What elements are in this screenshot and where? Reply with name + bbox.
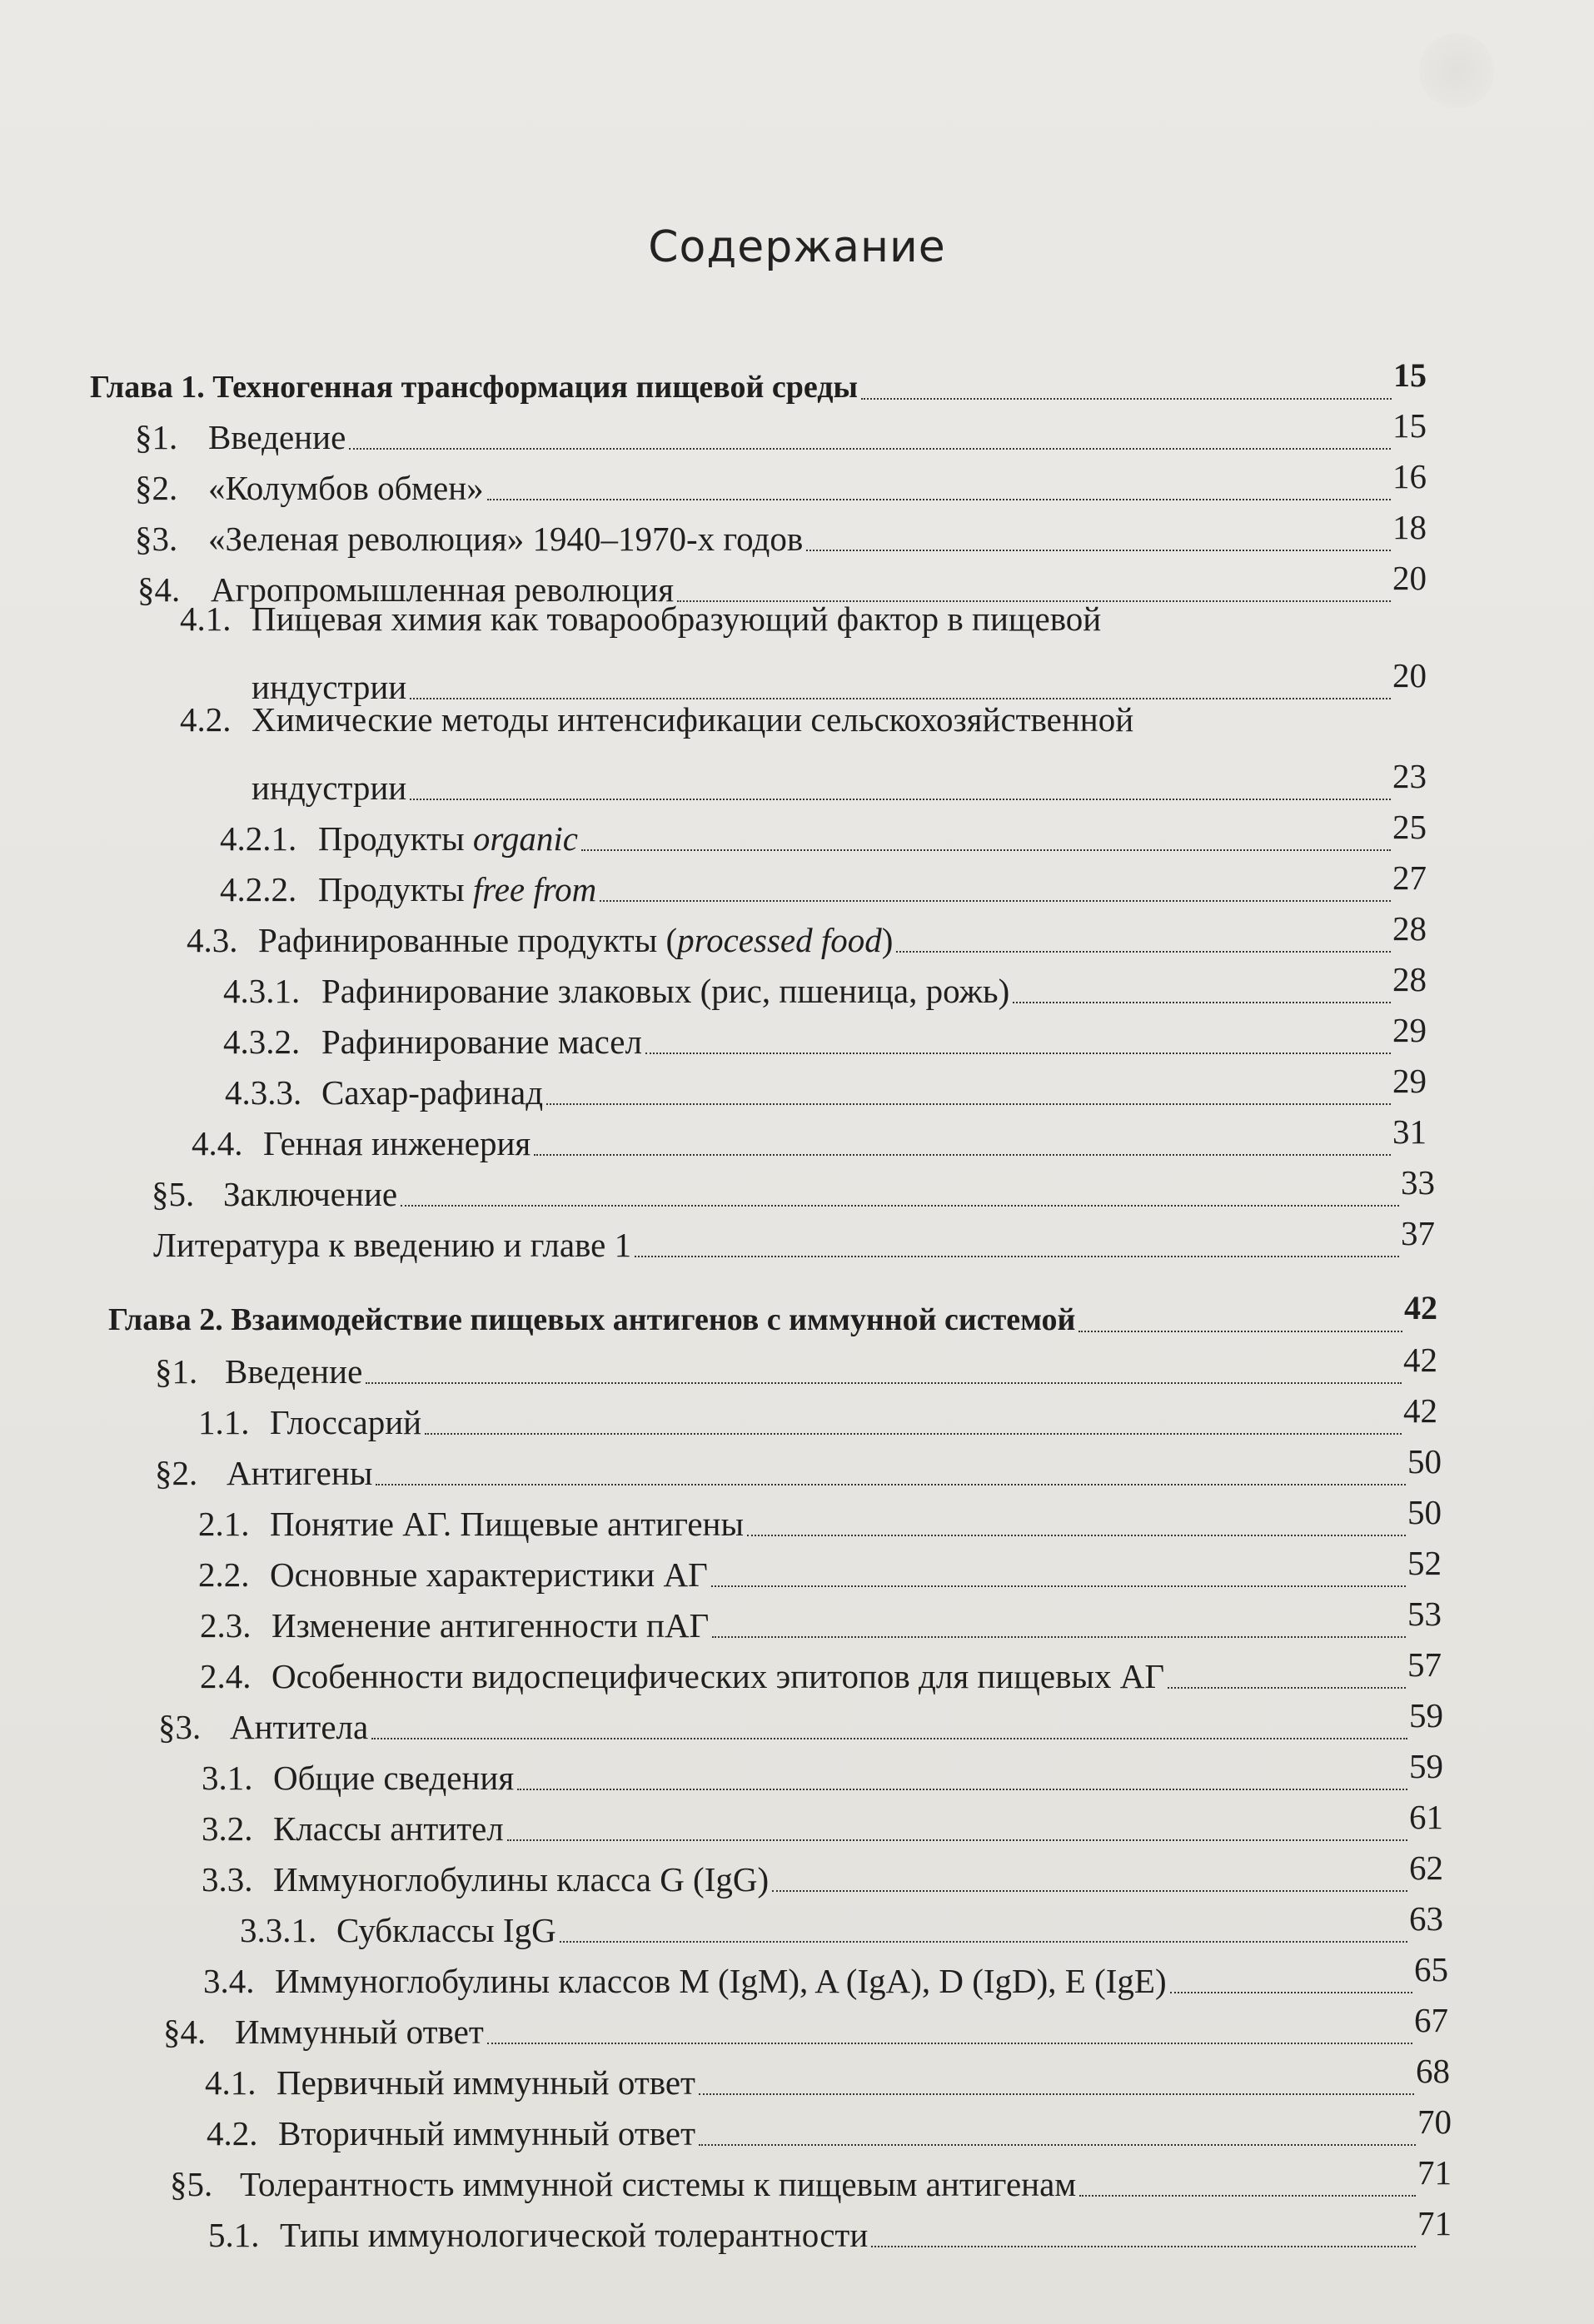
- dot-leader: [871, 2246, 1416, 2247]
- toc-entry-number: 4.1.: [180, 600, 232, 638]
- dot-leader: [1079, 2195, 1416, 2197]
- toc-entry-number: §3.: [158, 1708, 202, 1746]
- toc-entry[interactable]: [202, 1747, 1443, 1799]
- toc-page-number: 50: [1407, 1493, 1442, 1531]
- toc-entry-label: Литература к введению и главе 1: [153, 1226, 632, 1264]
- toc-page-number: 70: [1417, 2103, 1452, 2141]
- toc-entry-label: Введение: [225, 1352, 363, 1391]
- dot-leader: [410, 799, 1391, 800]
- toc-entry[interactable]: [153, 1214, 1435, 1266]
- toc-entry-number: 4.2.2.: [220, 870, 297, 908]
- toc-entry-label: Антигены: [227, 1454, 373, 1492]
- toc-chapter-title: Глава 2. Взаимодействие пищевых антигенов с иммунной системой: [108, 1302, 1076, 1337]
- toc-entry[interactable]: [252, 757, 1427, 809]
- toc-entry-number: 5.1.: [208, 2216, 260, 2254]
- toc-page-number: 68: [1416, 2052, 1450, 2090]
- toc-entry-number: 4.3.1.: [223, 972, 301, 1010]
- toc-page-number: 71: [1417, 2204, 1452, 2242]
- toc-page-number: 65: [1414, 1950, 1448, 1988]
- toc-entry[interactable]: [152, 1163, 1435, 1215]
- toc-page-number: 18: [1392, 508, 1427, 546]
- toc-entry-label: Толерантность иммунной системы к пищевым антигенам: [240, 2165, 1077, 2203]
- toc-entry-label: Иммуноглобулины классов M (IgM), A (IgA), D (IgD), E (IgE): [275, 1962, 1167, 2000]
- dot-leader: [366, 1382, 1402, 1384]
- toc-entry-number: §4.: [137, 570, 181, 609]
- toc-entry-label: Первичный иммунный ответ: [276, 2063, 695, 2102]
- dot-leader: [1013, 1002, 1391, 1003]
- toc-entry-label: Продукты: [318, 819, 465, 858]
- toc-entry-label: Особенности видоспецифических эпитопов для пищевых АГ: [271, 1657, 1165, 1695]
- toc-entry[interactable]: [170, 2153, 1452, 2205]
- toc-page-number: 50: [1407, 1442, 1442, 1480]
- toc-entry[interactable]: [163, 2001, 1448, 2053]
- toc-page-number: 20: [1392, 559, 1427, 597]
- toc-entry-number: 3.2.: [202, 1809, 253, 1848]
- dot-leader: [349, 448, 1391, 450]
- toc-entry-label-line1[interactable]: [180, 598, 1427, 639]
- dot-leader: [425, 1433, 1402, 1435]
- toc-entry-number: 3.1.: [202, 1759, 253, 1797]
- dot-leader: [699, 2093, 1414, 2095]
- toc-entry-number: 4.2.1.: [220, 819, 297, 858]
- toc-page-number: 62: [1409, 1849, 1443, 1887]
- toc-page-number: 71: [1417, 2153, 1452, 2192]
- toc-entry-number: §1.: [155, 1352, 198, 1391]
- toc-entry-label: индустрии: [252, 668, 407, 706]
- toc-entry-label-line1[interactable]: [180, 699, 1427, 740]
- toc-entry-number: 2.3.: [200, 1606, 252, 1645]
- toc-entry-label: Пищевая химия как товарообразующий фактор в пищевой: [252, 600, 1102, 638]
- toc-entry-label: Вторичный иммунный ответ: [278, 2114, 696, 2152]
- dot-leader: [534, 1154, 1391, 1156]
- toc-entry-label: Иммуноглобулины класса G (IgG): [273, 1860, 770, 1899]
- toc-chapter-title: Глава 1. Техногенная трансформация пищевой среды: [90, 370, 859, 405]
- toc-page-number: 29: [1392, 1011, 1427, 1049]
- toc-entry-number: §2.: [135, 469, 178, 507]
- toc-page-number: 59: [1409, 1747, 1443, 1785]
- dot-leader: [560, 1941, 1407, 1943]
- dot-leader: [772, 1890, 1407, 1892]
- toc-entry[interactable]: [155, 1442, 1442, 1494]
- toc-entry[interactable]: [198, 1391, 1437, 1443]
- toc-entry[interactable]: [205, 2052, 1450, 2103]
- dot-leader: [712, 1636, 1406, 1638]
- toc-page-number: 15: [1392, 406, 1427, 445]
- dot-leader: [1170, 1992, 1412, 1993]
- toc-entry-number: 4.3.: [187, 921, 238, 959]
- toc-entry[interactable]: [200, 1595, 1442, 1646]
- toc-entry-number: 4.2.: [180, 700, 232, 739]
- toc-entry-number: §1.: [135, 418, 178, 456]
- toc-entry[interactable]: [198, 1493, 1442, 1545]
- toc-entry-number: 1.1.: [198, 1403, 250, 1441]
- toc-page-number: 42: [1403, 1391, 1437, 1430]
- toc-entry[interactable]: [203, 1950, 1448, 2002]
- toc-entry[interactable]: [135, 457, 1427, 509]
- dot-leader: [507, 1839, 1407, 1841]
- toc-entry-label: Заключение: [223, 1175, 398, 1213]
- toc-entry[interactable]: [223, 1011, 1427, 1062]
- dot-leader: [1168, 1687, 1406, 1689]
- toc-entry-number: 4.3.2.: [223, 1023, 301, 1061]
- toc-entry[interactable]: [240, 1899, 1443, 1951]
- dot-leader: [371, 1738, 1407, 1739]
- toc-entry-label: Общие сведения: [273, 1759, 515, 1797]
- dot-leader: [517, 1789, 1407, 1790]
- toc-page-number: 23: [1392, 757, 1427, 795]
- toc-entry[interactable]: [135, 406, 1427, 458]
- toc-entry-label: «Колумбов обмен»: [208, 469, 484, 507]
- dot-leader: [806, 550, 1391, 551]
- toc-page-number: 53: [1407, 1595, 1442, 1633]
- dot-leader: [487, 499, 1391, 500]
- toc-entry-number: 3.3.: [202, 1860, 253, 1899]
- dot-leader: [600, 900, 1391, 902]
- toc-entry-label: Иммунный ответ: [235, 2013, 484, 2051]
- toc-entry-number: §4.: [163, 2013, 207, 2051]
- toc-entry[interactable]: [155, 1341, 1437, 1392]
- toc-entry-number: 4.2.: [207, 2114, 258, 2152]
- dot-leader: [487, 2043, 1412, 2044]
- toc-entry-label: Рафинирование масел: [321, 1023, 642, 1061]
- toc-entry-label: Изменение антигенности пАГ: [271, 1606, 710, 1645]
- toc-entry-label: Продукты: [318, 870, 465, 908]
- toc-entry[interactable]: [207, 2103, 1452, 2154]
- dot-leader: [1078, 1331, 1402, 1332]
- dot-leader: [747, 1535, 1406, 1536]
- toc-entry[interactable]: [220, 808, 1427, 859]
- toc-entry-label-italic: free from: [472, 870, 597, 908]
- toc-entry-number: 4.4.: [192, 1124, 243, 1162]
- toc-entry-label: Глоссарий: [270, 1403, 422, 1441]
- toc-entry[interactable]: [225, 1062, 1427, 1113]
- toc-entry-label: Введение: [208, 418, 346, 456]
- toc-entry-number: §5.: [152, 1175, 195, 1213]
- toc-entry[interactable]: [198, 1544, 1442, 1595]
- toc-entry[interactable]: [135, 508, 1427, 560]
- toc-entry-label: Типы иммунологической толерантности: [280, 2216, 869, 2254]
- toc-entry-number: 4.3.3.: [225, 1073, 302, 1112]
- toc-page-number: 27: [1392, 858, 1427, 897]
- toc-entry[interactable]: [208, 2204, 1452, 2256]
- toc-entry-label: Сахар-рафинад: [321, 1073, 544, 1112]
- dot-leader: [861, 398, 1392, 400]
- toc-entry-number: §2.: [155, 1454, 198, 1492]
- toc-page-number: 15: [1393, 356, 1427, 394]
- toc-entry-label: Рафинированные продукты (: [258, 921, 678, 959]
- toc-page-number: 59: [1409, 1696, 1443, 1734]
- dot-leader: [401, 1205, 1399, 1207]
- toc-entry-number: §3.: [135, 520, 178, 558]
- dot-leader: [376, 1484, 1406, 1485]
- toc-entry-number: 2.2.: [198, 1555, 250, 1594]
- toc-page-number: 67: [1414, 2001, 1448, 2039]
- toc-entry[interactable]: [220, 858, 1427, 910]
- toc-entry[interactable]: [187, 909, 1427, 961]
- toc-entry[interactable]: [158, 1696, 1443, 1748]
- dot-leader: [711, 1585, 1406, 1587]
- toc-chapter-2[interactable]: [108, 1289, 1437, 1341]
- toc-page-number: 57: [1407, 1645, 1442, 1684]
- toc-entry-label: Рафинирование злаковых (рис, пшеница, рожь): [321, 972, 1010, 1010]
- toc-entry-number: 3.3.1.: [240, 1911, 317, 1949]
- toc-entry-label: Антитела: [230, 1708, 369, 1746]
- toc-entry-number: 4.1.: [205, 2063, 257, 2102]
- toc-page-number: 33: [1401, 1163, 1435, 1202]
- page-title: Содержание: [648, 221, 946, 272]
- toc-page-number: 28: [1392, 960, 1427, 998]
- dot-leader: [896, 951, 1391, 953]
- toc-page-number: 28: [1392, 909, 1427, 948]
- toc-page-number: 20: [1392, 656, 1427, 694]
- toc-entry[interactable]: [200, 1645, 1442, 1697]
- toc-entry-label: Основные характеристики АГ: [270, 1555, 708, 1594]
- toc-entry-number: 3.4.: [203, 1962, 255, 2000]
- toc-entry-label: Агропромышленная революция: [211, 570, 675, 609]
- toc-page-number: 29: [1392, 1062, 1427, 1100]
- toc-entry[interactable]: [202, 1849, 1443, 1900]
- toc-page-number: 52: [1407, 1544, 1442, 1582]
- toc-page-number: 61: [1409, 1798, 1443, 1836]
- toc-entry-label: индустрии: [252, 769, 407, 807]
- toc-entry-label: Понятие АГ. Пищевые антигены: [270, 1505, 745, 1543]
- toc-entry-number: 2.1.: [198, 1505, 250, 1543]
- dot-leader: [546, 1103, 1391, 1105]
- toc-entry-label-end: ): [881, 921, 894, 959]
- toc-page-number: 37: [1401, 1214, 1435, 1252]
- toc-entry-label: Субклассы IgG: [336, 1911, 556, 1949]
- toc-page-number: 42: [1404, 1289, 1437, 1326]
- toc-entry-label: Химические методы интенсификации сельскохозяйственной: [252, 700, 1134, 739]
- toc-chapter-1[interactable]: [90, 356, 1427, 408]
- toc-entry-label-italic: organic: [472, 819, 578, 858]
- dot-leader: [645, 1053, 1391, 1054]
- toc-page-number: 42: [1403, 1341, 1437, 1379]
- dot-leader: [581, 849, 1391, 851]
- dot-leader: [635, 1256, 1399, 1257]
- toc-entry-label: Генная инженерия: [263, 1124, 531, 1162]
- toc-entry-label-italic: processed food: [677, 921, 882, 959]
- toc-entry-label: Классы антител: [273, 1809, 504, 1848]
- dot-leader: [699, 2144, 1416, 2146]
- toc-page-number: 25: [1392, 808, 1427, 846]
- toc-entry-number: 2.4.: [200, 1657, 252, 1695]
- toc-entry-label: «Зеленая революция» 1940–1970-х годов: [208, 520, 804, 558]
- toc-entry[interactable]: [202, 1798, 1443, 1849]
- toc-entry[interactable]: [192, 1112, 1427, 1164]
- toc-page-number: 63: [1409, 1899, 1443, 1938]
- toc-page-number: 31: [1392, 1112, 1427, 1151]
- toc-entry-number: §5.: [170, 2165, 213, 2203]
- toc-page-number: 16: [1392, 457, 1427, 495]
- toc-entry[interactable]: [223, 960, 1427, 1012]
